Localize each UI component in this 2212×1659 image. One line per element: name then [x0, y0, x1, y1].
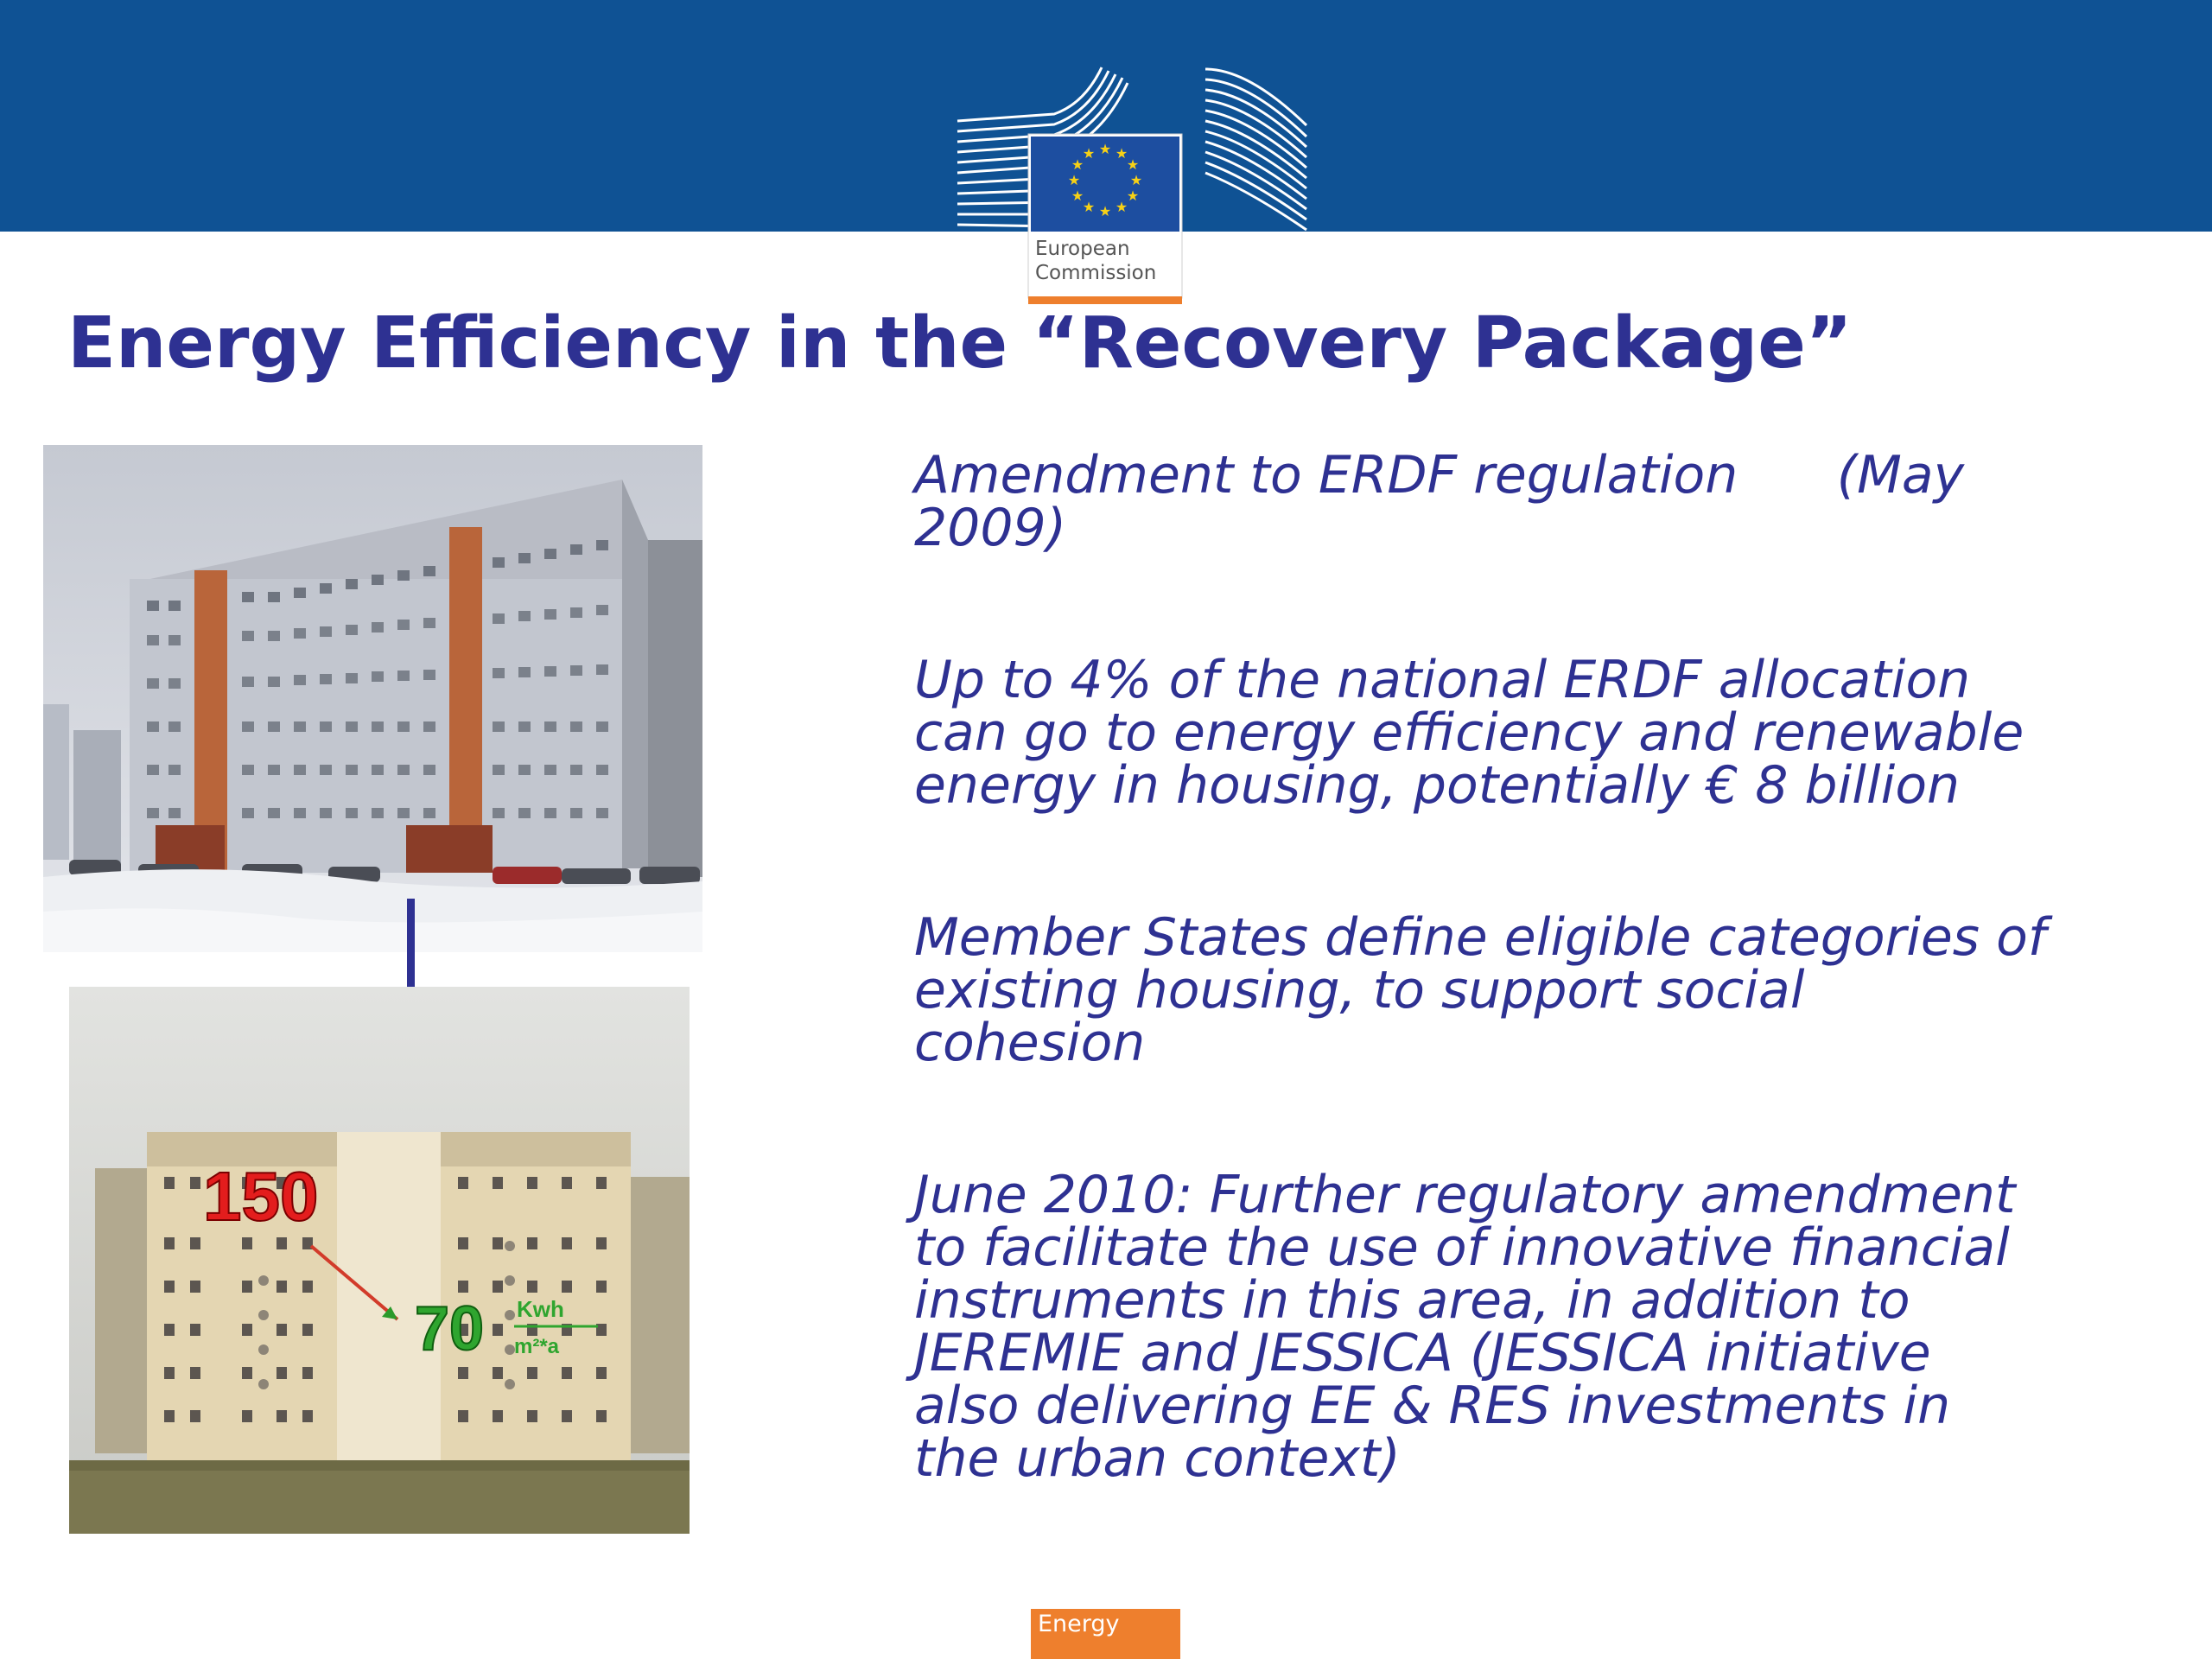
bullet-line: cohesion [914, 1013, 1146, 1073]
svg-text:★: ★ [1071, 188, 1084, 204]
bullet-line: instruments in this area, in addition to [914, 1270, 1910, 1331]
logo-text [1035, 237, 1156, 285]
bullet-line: to facilitate the use of innovative financial [914, 1217, 2010, 1278]
bullet-line: also delivering EE & RES investments in [914, 1376, 1951, 1436]
bullet-line: the urban context) [914, 1428, 1401, 1489]
bullet-item [914, 650, 2141, 816]
bullet-line: 2009) [914, 498, 1067, 558]
bullet-line: Amendment to ERDF regulation (May [914, 445, 1965, 505]
logo-text-line1: European [1035, 238, 1130, 260]
slide-title: Energy Efficiency in the “Recovery Package” [67, 302, 1853, 385]
svg-text:★: ★ [1126, 156, 1140, 173]
building-after-photo [69, 987, 690, 1534]
footer-tag-energy: Energy [1031, 1609, 1180, 1659]
bullet-line: existing housing, to support social [914, 960, 1805, 1020]
bullet-item [914, 907, 2141, 1073]
svg-text:★: ★ [1067, 172, 1081, 188]
energy-after-value: 70 [415, 1294, 485, 1363]
bullet-item [914, 445, 2141, 558]
energy-unit-bottom: m²*a [514, 1335, 560, 1358]
building-before-photo [43, 445, 702, 952]
bullet-item [914, 1165, 2141, 1489]
bullet-line: Up to 4% of the national ERDF allocation [914, 650, 1971, 710]
bullet-line: energy in housing, potentially € 8 billion [914, 755, 1961, 816]
svg-text:★: ★ [1115, 199, 1128, 215]
svg-text:★: ★ [1082, 145, 1096, 162]
energy-unit-top: Kwh [517, 1296, 564, 1322]
bullet-line: June 2010: Further regulatory amendment [914, 1165, 2016, 1225]
svg-text:★: ★ [1098, 203, 1112, 219]
logo-text-line2: Commission [1035, 262, 1157, 284]
svg-text:★: ★ [1071, 156, 1084, 173]
bullet-line: JEREMIE and JESSICA (JESSICA initiative [914, 1323, 1931, 1383]
energy-before-value: 150 [203, 1158, 319, 1235]
svg-text:★: ★ [1129, 172, 1143, 188]
svg-text:★: ★ [1098, 141, 1112, 157]
svg-text:★: ★ [1115, 145, 1128, 162]
bullet-list [914, 445, 2141, 1585]
bullet-line: Member States define eligible categories of [914, 907, 2046, 968]
svg-text:★: ★ [1082, 199, 1096, 215]
svg-text:★: ★ [1126, 188, 1140, 204]
bullet-line: can go to energy efficiency and renewable [914, 702, 2024, 763]
